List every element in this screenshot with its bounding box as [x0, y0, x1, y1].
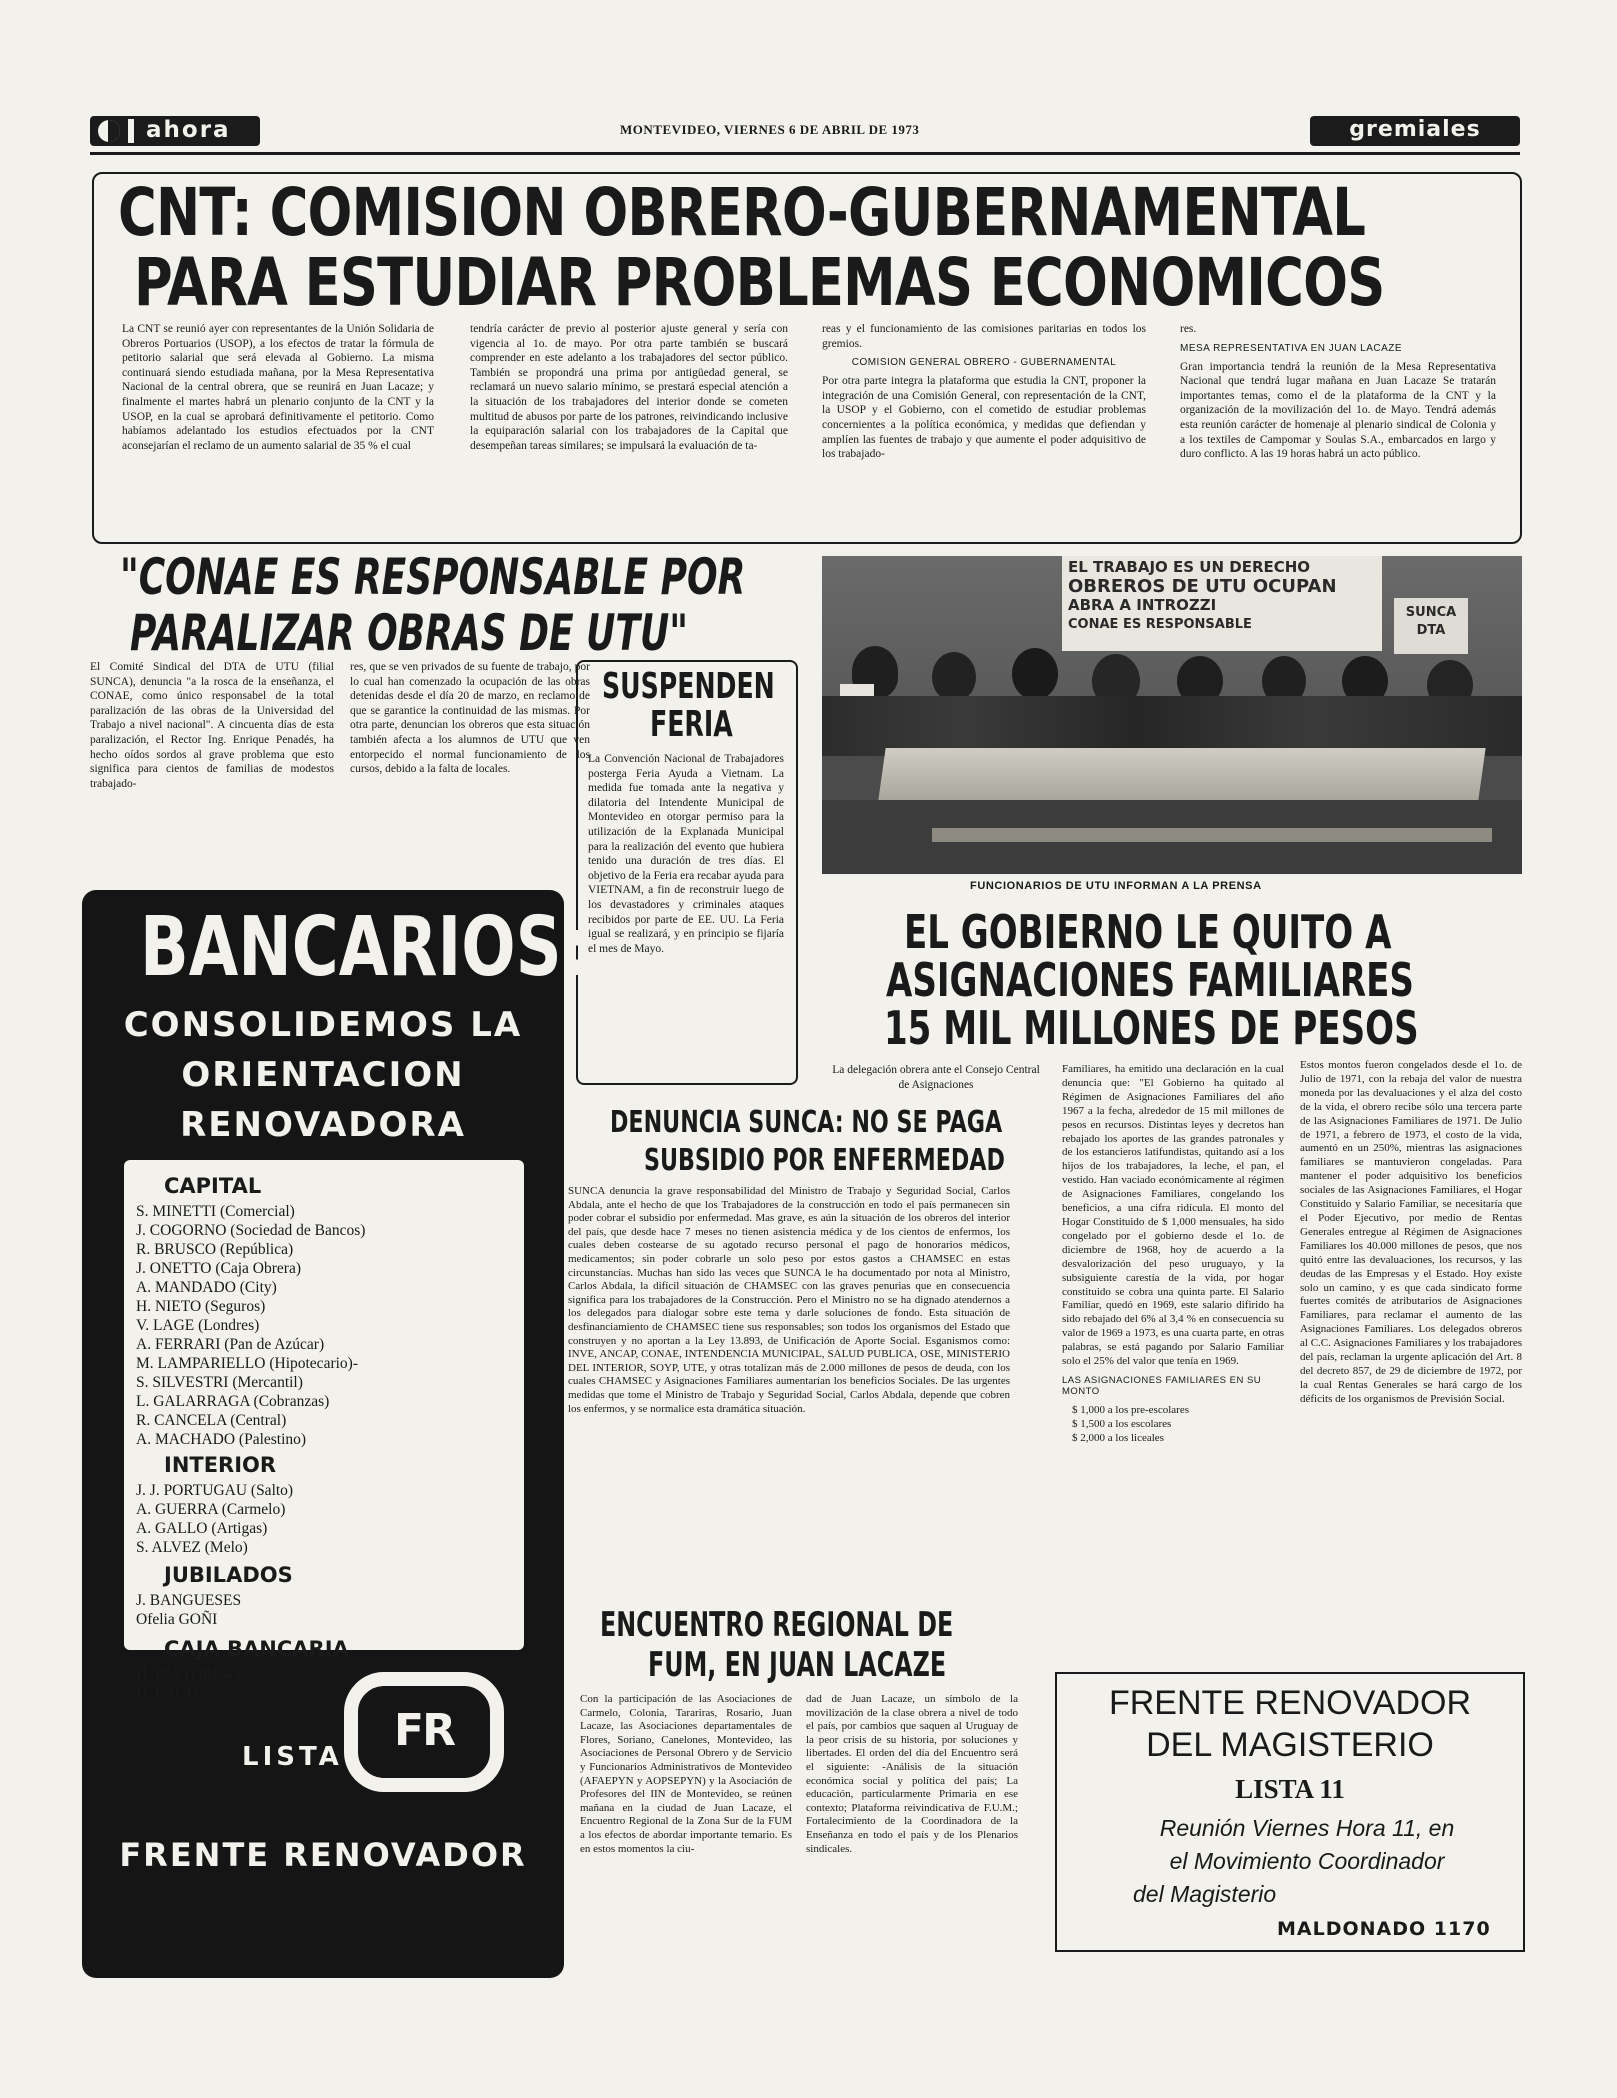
- person-3: [1012, 648, 1058, 700]
- candidate: A. MANDADO (City): [136, 1279, 277, 1296]
- lista-label: LISTA: [242, 1742, 343, 1772]
- asignaciones-headline-line3: 15 MIL MILLONES DE PESOS: [884, 1001, 1419, 1055]
- bancarios-subtitle: [82, 1000, 564, 1150]
- sunca-body-text: SUNCA denuncia la grave responsabilidad del Ministro de Trabajo y Seguridad Social, Carlos Abdala, ante el hecho de que los Trabajadores de la construcción en todo el país permanecen sin poder cobrar el subsidio por enfermedad. Mas grave, es aún la situación de los obreros del interior del país, que desde hace 7 meses no tienen asistencia médica y de los cientos de enfermos, los cuales deben costearse de su agotado recurso personal el pago de honorarios médicos, medicamentos; sin poder cobrarle un solo peso por estos gastos a CHAMSEC en estas circunstancias. Muchas han sido las veces que SUNCA le ha documentado por nota al Ministro, Carlos Abdala, la difícil situación de CHAMSEC con las graves penurias que en consecuencia significa para los trabajadores de la Construcción. Pero el Ministro no se ha dignado atendernos a los delegados para dialogar sobre este tema y darle soluciones de fondo. Esta situación de desfinanciamiento de CHAMSEC tiene sus responsables; son todos los organismos del Estado que construyen y no aportan a la Ley 13.893, de Unificación de Aporte Social. Esganismos como: INVE, ANCAP, CONAE, INTENDENCIA MUNICIPAL, SALUD PUBLICA, OSE, MINISTERIO DEL INTERIOR, SOYP, UTE, y otras totalizan más de 2.000 millones de pesos de deuda, con los cuales CHAMSEC y Asignaciones Familiares aumentarían los beneficios Sociales. De las urgentes medidas que tome el Ministro de Trabajo y Seguridad Social, Carlos Abdala, depende que cobren los enfermos, y se normalice esta dramática situación.: [568, 1185, 1010, 1415]
- fum-column-1: [580, 1693, 792, 1856]
- feria-body-text: La Convención Nacional de Trabajadores posterga Feria Ayuda a Vietnam. La medida fue tomada ante la negativa y dilatoria del Intendente Municipal de Montevideo en otorgar permiso para la utilización de la Explanada Municipal para la realización del evento que hubiera tenido una duración de tres días. El objetivo de la Feria era recabar ayuda para VIETNAM, a fin de reconstruir luego de los devastadores y criminales ataques recibidos por parte de EE. UU. La Feria igual se realizará, y en principio se fijaría el mes de Mayo.: [588, 753, 784, 955]
- conae-column-1: [90, 660, 334, 791]
- asignaciones-column-2: [1062, 1063, 1284, 1445]
- banner-line3: ABRA A INTROZZI: [1068, 596, 1217, 614]
- lead-col4-subhead: MESA REPRESENTATIVA EN JUAN LACAZE: [1180, 342, 1403, 354]
- lead-headline-line2: PARA ESTUDIAR PROBLEMAS ECONOMICOS: [134, 244, 1385, 321]
- conae-col2-text: res, que se ven privados de su fuente de trabajo, por lo cual han comenzado la ocupación de las obras detenidas desde el día 20 de marzo, en reclamo de que se garantice la continuidad de las mismas. Por otra parte, denuncian los obreros que esta situación también afecta a los alumnos de UTU que ven entorpecido el normal funcionamiento de los cursos, debido a la falta de locales.: [350, 661, 590, 776]
- masthead: [90, 110, 1520, 156]
- candidate: S. ALVEZ (Melo): [136, 1539, 248, 1556]
- table: [878, 748, 1485, 800]
- side-banner-line1: SUNCA: [1405, 605, 1457, 620]
- candidate: J. BANGUESES: [136, 1592, 242, 1609]
- candidate: A. GUERRA (Carmelo): [136, 1501, 286, 1518]
- asignaciones-col3-text: Estos montos fueron congelados desde el 1o. de Julio de 1971, con la rebaja del valor de nuestra moneda por las devaluaciones y el alza del costo de la vida, el obrero recibe sólo una tercera parte de las Asignaciones Familiares de 1971. De Julio de 1971, a febrero de 1973, el costo de la vida, aumentó en un 250%, mientras las asignaciones familiares se mantuvieron congeladas. Para mantener el poder adquisitivo los beneficios sociales de las Asignaciones Familiares, el Hogar Constituido y Salario Familiar, se necesitaría que el Poder Ejecutivo, por medio de Rentas Generales entregue al Régimen de Asignaciones Familiares los 40.000 millones de pesos, que nos quitó entre las devaluaciones, los recursos, y las deudas de las Empresas y el Estado. Hoy existe solo un camino, y es que cada sindicato forme fuertes comités de atributarios de Asignaciones Familiares, para reclamar el aumento de las Asignaciones Familiares. Los delegados obreros al C.C. Asignaciones Familiares y los trabajadores del país, reclaman la urgente aplicación del Art. 8 del decreto 857, de 29 de diciembre de 1972, por la cual Rentas Generales se hará cargo de los déficits de los organismos de Previsión Social.: [1300, 1059, 1522, 1405]
- lead-col4-text-b: Gran importancia tendrá la reunión de la Mesa Representativa Nacional que tendrá lugar mañana en Juan Lacaze Se tratarán importantes temas, como el de la plataforma de la CNT y la organización de la movilización del 1o. de Mayo. Tendrá además esta reunión carácter de homenaje al plenario sindical de Colonia y a los textiles de Campomar y Soulas S.A., embarcados en largo y duro conflicto. A las 19 horas habrá un acto público.: [1180, 360, 1496, 461]
- candidate: J. COGORNO (Sociedad de Bancos): [136, 1222, 366, 1239]
- asignaciones-column-3: [1300, 1059, 1522, 1407]
- lead-headline-line1: CNT: COMISION OBRERO-GUBERNAMENTAL: [118, 174, 1366, 251]
- conae-headline-line2: PARALIZAR OBRAS DE UTU": [130, 604, 688, 662]
- lead-col2-text: tendría carácter de previo al posterior ajuste general y sería con vigencia al 1o. de mayo. Por otra parte también se buscará comprender en este adelanto a los trabajadores del sector público. También se propondrá una prima por antigüedad general, se reclamará un nuevo salario mínimo, se prestará especial atención a la situación de los trabajadores del interior donde se cometen multitud de abusos por parte de los patrones, reivindicando inclusive la equiparación salarial con los trabajadores de la Capital que desempeñan tareas similares; se impulsará la evaluación de ta-: [470, 323, 788, 452]
- candidate: Ofelia GOÑI: [136, 1611, 218, 1628]
- candidate: A. MACHADO (Palestino): [136, 1431, 307, 1448]
- side-banner: [1394, 598, 1468, 654]
- dateline: MONTEVIDEO, VIERNES 6 DE ABRIL DE 1973: [620, 122, 920, 137]
- fr-logo-letters: FR: [394, 1705, 454, 1756]
- sunca-headline-line1: DENUNCIA SUNCA: NO SE PAGA: [610, 1105, 1003, 1140]
- fum-headline-line2: FUM, EN JUAN LACAZE: [648, 1645, 947, 1685]
- asignaciones-col2-text: Familiares, ha emitido una declaración en la cual denuncia que: "El Gobierno ha quitado al Régimen de Asignaciones Familiares del año 1967 a la fecha, alrededor de 15 mil millones de pesos en recursos. Distintas leyes y decretos han rebajado los aportes de las grandes patronales y de los estancieros latifundistas, quitando así a los hijos de los trabajadores, la leche, el pan, el vestido. Han vaciado económicamente al régimen de Asignaciones Familiares, congelando los beneficios, a una cifra ridícula. El monto del Hogar Constituido de $ 1,000 mensuales, ha sido congelado por el gobierno desde el 1o. de diciembre de 1968, hoy de acuerdo a la desvalorización del peso uruguayo, y la subsiguiente carestía de la vida, por hogar constituido se cobra una quinta parte. El Salario Familiar, quedó en 1969, este salario difirido ha sido rebajado del 6% al 3,4 % en consecuencia su valor de 1969 a 1973, es una cuarta parte, en otras palabras, se está pagando por Salario Familiar solo el 25% del valor que tenía en 1969.: [1062, 1063, 1284, 1368]
- candidate: S. SILVESTRI (Mercantil): [136, 1374, 303, 1391]
- section-name: gremiales: [1349, 117, 1481, 142]
- amount-item: $ 2,000 a los liceales: [1072, 1431, 1164, 1444]
- magisterio-title-line1: FRENTE RENOVADOR: [1108, 1684, 1472, 1722]
- paper-logo: [90, 116, 260, 146]
- person-2: [932, 652, 976, 702]
- lead-column-3: [822, 322, 1146, 462]
- amounts-list: [1062, 1403, 1284, 1445]
- feria-box: [576, 660, 798, 1085]
- lead-column-2: [470, 322, 788, 453]
- feria-headline-line2: FERIA: [650, 704, 733, 745]
- candidate: L. GALARRAGA (Cobranzas): [136, 1393, 330, 1410]
- feria-body: [588, 752, 784, 956]
- masthead-rule: [90, 152, 1520, 155]
- magisterio-meeting: [1107, 1812, 1507, 1911]
- candidate: A. GALLO (Artigas): [136, 1520, 268, 1537]
- candidate: A. FERRARI (Pan de Azúcar): [136, 1336, 325, 1353]
- candidate: S. MINETTI (Comercial): [136, 1203, 295, 1220]
- magisterio-address: MALDONADO 1170: [1277, 1918, 1491, 1940]
- bancarios-footer: FRENTE RENOVADOR: [119, 1836, 527, 1874]
- asignaciones-column-1: [826, 1063, 1046, 1092]
- magisterio-line3: del Magisterio: [1133, 1881, 1277, 1907]
- banner-line1: EL TRABAJO ES UN DERECHO: [1068, 558, 1311, 576]
- candidate: R. BRUSCO (República): [136, 1241, 294, 1258]
- candidate: V. LAGE (Londres): [136, 1317, 260, 1334]
- section-label: [1310, 116, 1520, 146]
- bancarios-title: BANCARIOS:: [140, 900, 588, 995]
- jubilados-heading: JUBILADOS: [164, 1563, 293, 1587]
- asignaciones-col1-text: La delegación obrera ante el Consejo Central de Asignaciones: [832, 1064, 1040, 1091]
- candidate-list-panel: [124, 1160, 524, 1702]
- candidate: H. LAGO: [136, 1685, 198, 1702]
- asignaciones-headline-line2: ASIGNACIONES FAMILIARES: [886, 953, 1414, 1007]
- interior-heading: INTERIOR: [164, 1453, 277, 1477]
- people-bodies: [822, 696, 1522, 756]
- lead-col4-text-a: res.: [1180, 323, 1197, 335]
- fum-column-2: [806, 1693, 1018, 1856]
- magisterio-line2: el Movimiento Coordinador: [1169, 1848, 1445, 1874]
- bancarios-subtitle-line1: CONSOLIDEMOS LA: [123, 1005, 523, 1045]
- candidate: H. NIETO (Seguros): [136, 1298, 266, 1315]
- press-photo: [822, 556, 1522, 874]
- asignaciones-headline-line1: EL GOBIERNO LE QUITO A: [904, 905, 1392, 959]
- sunca-headline-line2: SUBSIDIO POR ENFERMEDAD: [644, 1143, 1005, 1178]
- candidate: J. ONETTO (Caja Obrera): [136, 1260, 301, 1277]
- bench: [932, 828, 1492, 842]
- logo-half-icon: [108, 120, 120, 142]
- interior-section: [124, 1453, 524, 1557]
- lead-column-1: [122, 322, 434, 453]
- lead-col1-text: La CNT se reunió ayer con representantes de la Unión Solidaria de Obreros Portuarios (USOP), a los efectos de tratar la fórmula de petitorio salarial que será elevada al Gobierno. La misma continuará siendo estudiada mañana, por la Mesa Representativa Nacional de la central obrera, que se reunirá en Juan Lacaze; y finalmente el martes habrá un plenario conjunto de la CNT y la USOP, en la cual se aprobará definitivamente el petitorio. Como habíamos adelantado los estudios efectuados por la CNT aconsejarían el reclamo de un aumento salarial de 35 % el cual: [122, 323, 434, 452]
- magisterio-line1: Reunión Viernes Hora 11, en: [1159, 1815, 1455, 1841]
- asignaciones-col2-subhead: LAS ASIGNACIONES FAMILIARES EN SU MONTO: [1062, 1374, 1262, 1397]
- bancarios-ad: [82, 890, 588, 1978]
- banner-line4: CONAE ES RESPONSABLE: [1068, 617, 1252, 632]
- magisterio-lista: LISTA 11: [1235, 1774, 1345, 1804]
- conae-headline-line1: "CONAE ES RESPONSABLE POR: [120, 548, 746, 606]
- capital-heading: CAPITAL: [164, 1174, 262, 1198]
- protest-banner: [1062, 556, 1382, 651]
- fum-col2-text: dad de Juan Lacaze, un símbolo de la movilización de la clase obrera a nivel de todo el país, por cambios que saquen al Uruguay de la peor crisis de su historia, por soluciones y libertades. El orden del día del Encuentro será el siguiente: -Análisis de la situación económica social y política del país; La educación, particularmente Primaria en ese contexto; Plataforma reivindicativa de F.U.M.; Fortalecimiento de la Coordinadora de la Enseñanza en todo el país y de los Plenarios sindicales.: [806, 1693, 1018, 1855]
- candidate: J. J. PORTUGAU (Salto): [136, 1482, 294, 1499]
- conae-column-2: [350, 660, 590, 777]
- photo-caption: FUNCIONARIOS DE UTU INFORMAN A LA PRENSA: [970, 880, 1262, 892]
- lead-col3-text-a: reas y el funcionamiento de las comisiones paritarias en todos los gremios.: [822, 323, 1146, 350]
- side-banner-line2: DTA: [1416, 623, 1446, 638]
- lead-col3-subhead: COMISION GENERAL OBRERO - GUBERNAMENTAL: [851, 357, 1117, 369]
- paper-name: ahora: [146, 117, 231, 143]
- fr-logo-icon: [344, 1672, 504, 1792]
- candidate: H. PASTORINO: [136, 1666, 241, 1683]
- banner-line2: OBREROS DE UTU OCUPAN: [1068, 576, 1337, 597]
- bancarios-subtitle-line3: RENOVADORA: [180, 1105, 466, 1145]
- capital-section: [124, 1174, 524, 1449]
- magisterio-title: [1057, 1682, 1523, 1766]
- fum-headline-line1: ENCUENTRO REGIONAL DE: [600, 1605, 954, 1645]
- magisterio-title-line2: DEL MAGISTERIO: [1146, 1726, 1434, 1764]
- fum-col1-text: Con la participación de las Asociaciones de Carmelo, Colonia, Tarariras, Rosario, Juan Lacaze, las Asociaciones departamentales de Flores, Soriano, Canelones, Montevideo, las Asociaciones de Personal Obrero y de Servicio y Funcionarios Administrativos de Montevideo (AFAEPYN y AOPSEPYN) y la Asociación de Profesores del IIN de Montevideo, se reúnen mañana en la ciudad de Juan Lacaze, el Encuentro Regional de la Zona Sur de la FUM a los efectos de abordar importante temario. Es en estos momentos la ciu-: [580, 1693, 792, 1855]
- amount-item: $ 1,500 a los escolares: [1072, 1417, 1172, 1430]
- conae-col1-text: El Comité Sindical del DTA de UTU (filial SUNCA), denuncia "a la rosca de la enseñanza, el CONAE, como único responsabel de la total paralización de las obras de la Universidad del Trabajo a nivel nacional". A cincuenta días de esta paralización, el Rector Ing. Enrique Penadés, ha hecho oídos sordos al grave problema que esto significa para cientos de familias de modestos trabajado-: [90, 661, 334, 790]
- lead-col3-text-b: Por otra parte integra la plataforma que estudia la CNT, proponer la integración de una Comisión General, con representación de la CNT, la USOP y el Gobierno, con el cometido de estudiar problemas concernientes a la política económica, y medidas que defiendan y amplíen las fuentes de trabajo y que aumente el poder adquisitivo de los trabajado-: [822, 375, 1146, 461]
- candidate: R. CANCELA (Central): [136, 1412, 287, 1429]
- jubilados-section: [124, 1563, 524, 1629]
- bancarios-subtitle-line2: ORIENTACION: [181, 1055, 465, 1095]
- candidate: M. LAMPARIELLO (Hipotecario)-: [136, 1355, 358, 1372]
- lead-story: [92, 172, 1522, 544]
- lead-column-4: [1180, 322, 1496, 462]
- caja-bancaria-heading: CAJA BANCARIA: [164, 1637, 349, 1661]
- feria-headline-line1: SUSPENDEN: [602, 666, 775, 707]
- asignaciones-story: [826, 905, 1526, 1665]
- amount-item: $ 1,000 a los pre-escolares: [1072, 1403, 1189, 1416]
- magisterio-ad: [1055, 1672, 1525, 1952]
